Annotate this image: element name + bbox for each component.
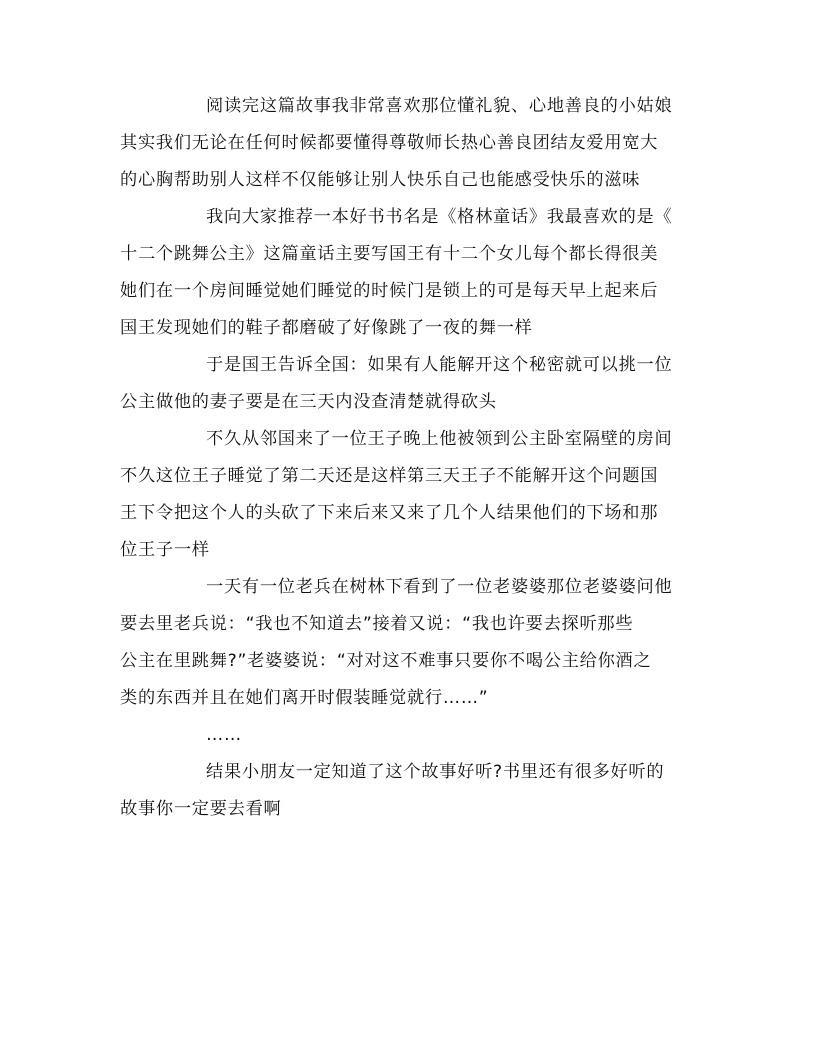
text-line: 位王子一样 [120,540,210,560]
text-line: 国王发现她们的鞋子都磨破了好像跳了一夜的舞一样 [120,318,533,338]
text-line: 要去里老兵说：“我也不知道去”接着又说：“我也许要去探听那些 [120,614,634,634]
paragraph-4 [120,421,690,569]
text-line: 一天有一位老兵在树林下看到了一位老婆婆那位老婆婆问他 [206,577,673,597]
text-line: 结果小朋友一定知道了这个故事好听?书里还有很多好听的 [206,762,665,782]
text-line: 阅读完这篇故事我非常喜欢那位懂礼貌、心地善良的小姑娘 [206,96,673,116]
text-line: 类的东西并且在她们离开时假装睡觉就行……” [120,688,489,708]
paragraph-5 [120,569,690,717]
paragraph-2 [120,199,690,347]
text-line: 公主做他的妻子要是在三天内没查清楚就得砍头 [120,392,497,412]
text-line: 十二个跳舞公主》这篇童话主要写国王有十二个女儿每个都长得很美 [120,244,659,264]
text-line: 公主在里跳舞?”老婆婆说：“对对这不难事只要你不喝公主给你酒之 [120,651,652,671]
text-line: 王下令把这个人的头砍了下来后来又来了几个人结果他们的下场和那 [120,503,659,523]
text-line: 她们在一个房间睡觉她们睡觉的时候门是锁上的可是每天早上起来后 [120,281,659,301]
text-line: 于是国王告诉全国：如果有人能解开这个秘密就可以挑一位 [206,355,673,375]
document-body [120,88,690,828]
paragraph-ellipsis [120,717,690,754]
paragraph-1 [120,88,690,199]
text-line: 故事你一定要去看啊 [120,799,282,819]
text-line: 其实我们无论在任何时候都要懂得尊敬师长热心善良团结友爱用宽大 [120,133,659,153]
text-line: 我向大家推荐一本好书书名是《格林童话》我最喜欢的是《 [206,207,673,227]
text-line: 不久从邻国来了一位王子晚上他被领到公主卧室隔壁的房间 [206,429,673,449]
text-line: 的心胸帮助别人这样不仅能够让别人快乐自己也能感受快乐的滋味 [120,170,641,190]
text-line: 不久这位王子睡觉了第二天还是这样第三天王子不能解开这个问题国 [120,466,659,486]
paragraph-3 [120,347,690,421]
paragraph-7 [120,754,690,828]
text-line: …… [206,725,242,745]
